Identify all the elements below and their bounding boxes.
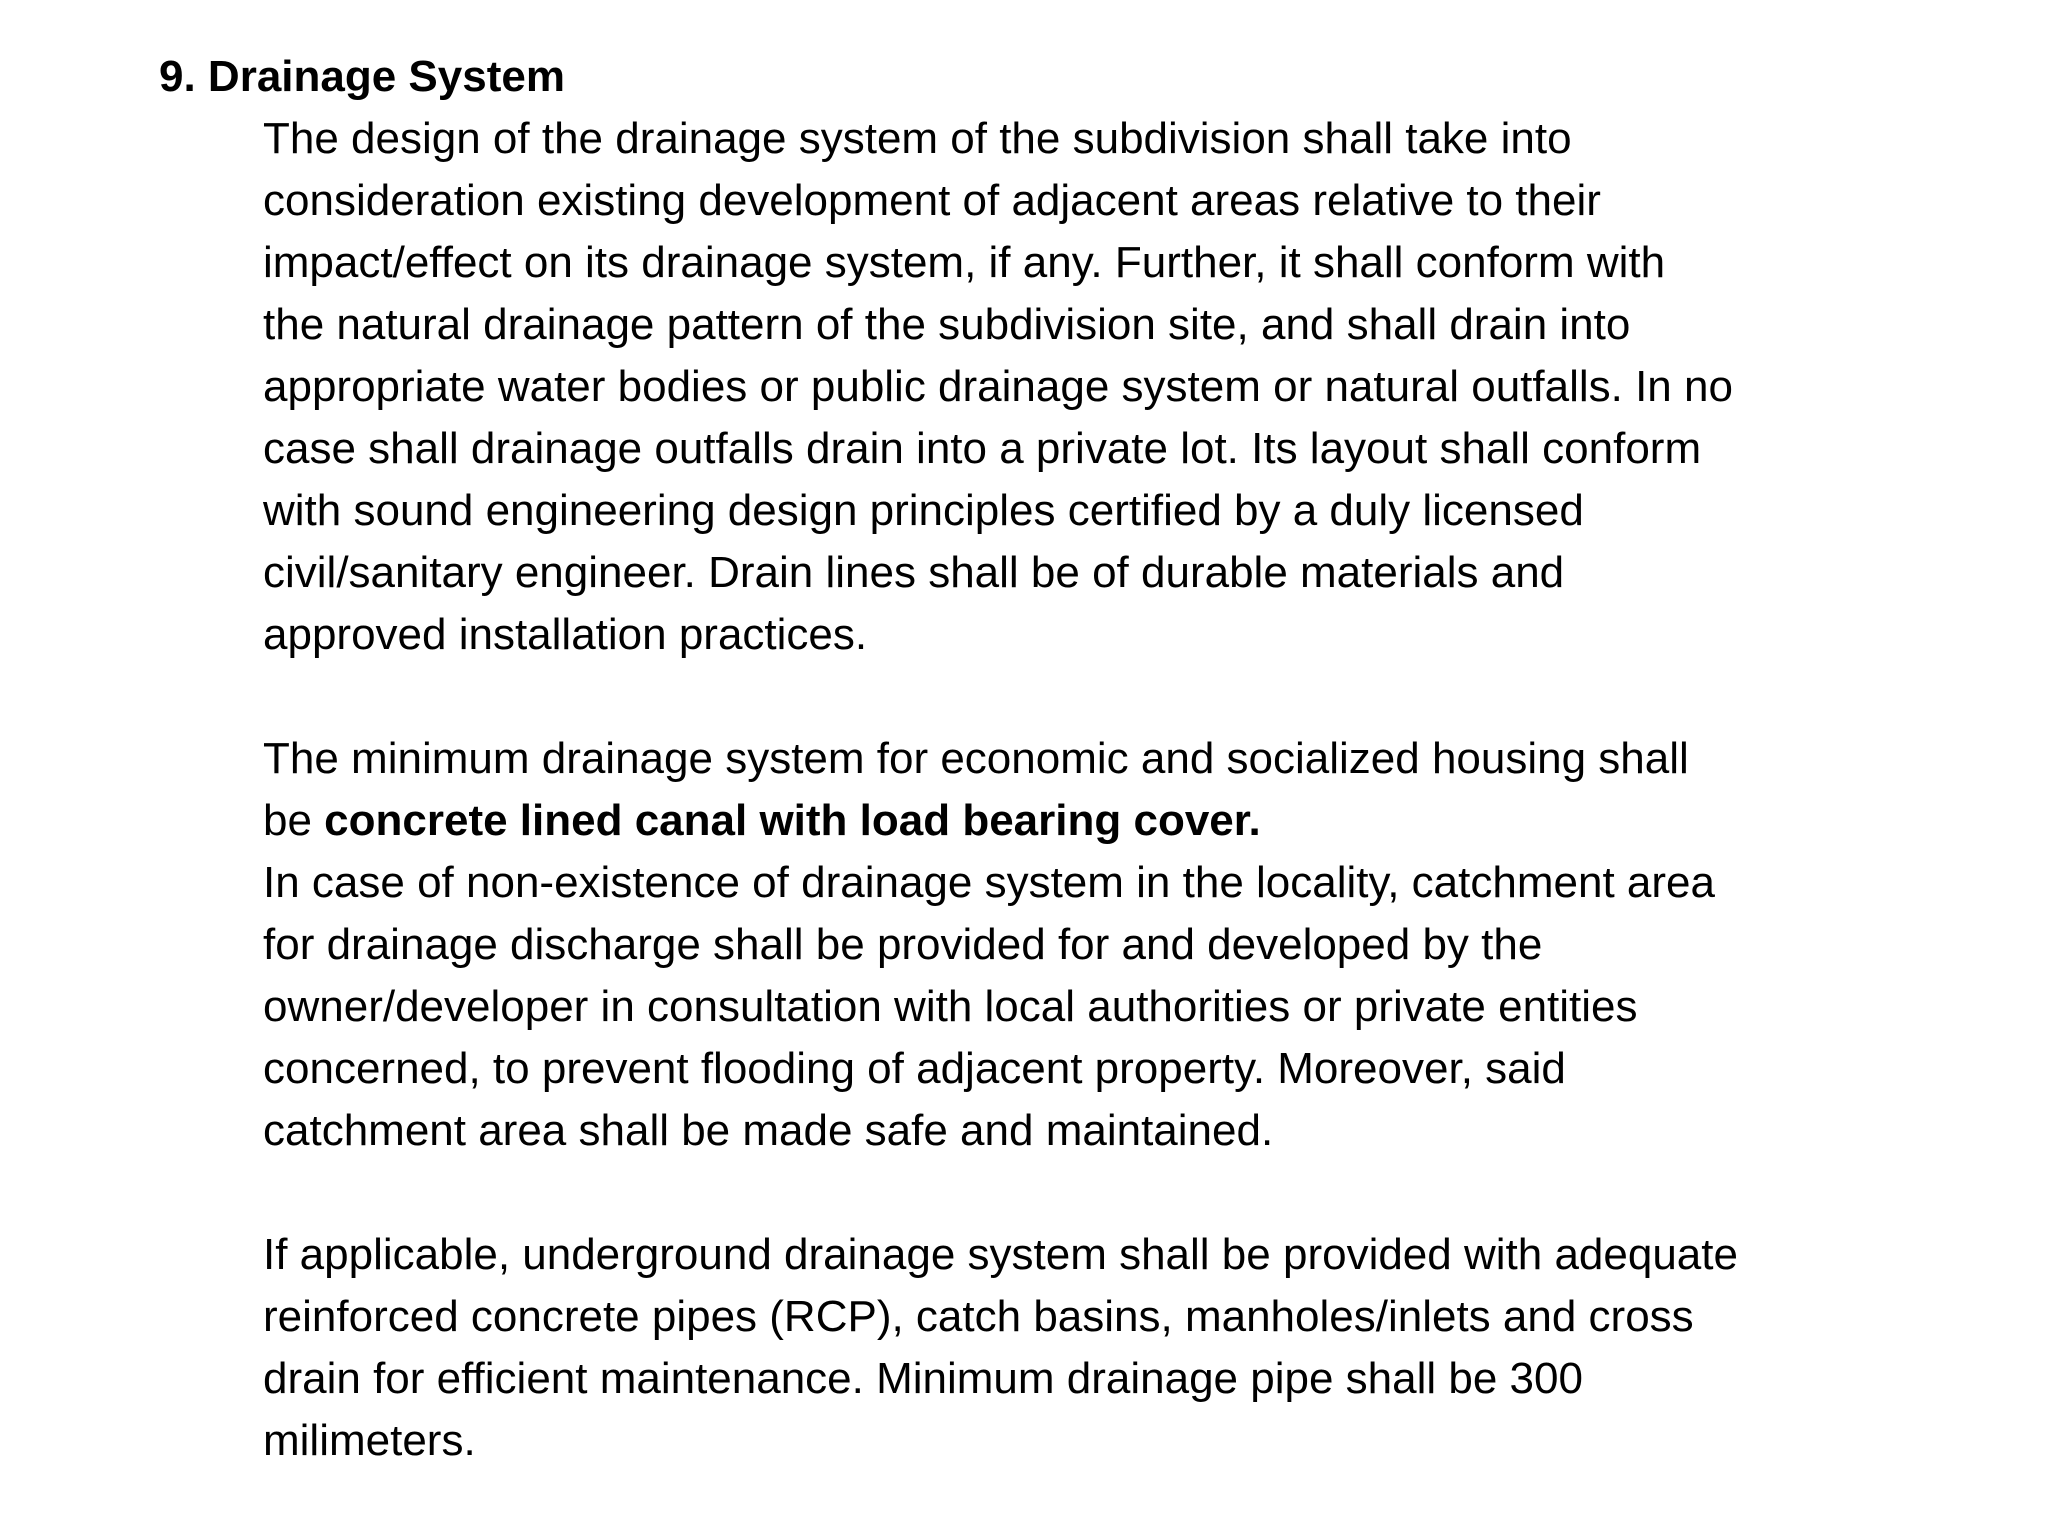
text-line: In case of non-existence of drainage system in the locality, catchment area — [263, 858, 1715, 907]
paragraph-minimum-drainage — [263, 728, 1903, 1162]
text-line: appropriate water bodies or public drainage system or natural outfalls. In no — [263, 362, 1733, 411]
text-line: The design of the drainage system of the subdivision shall take into — [263, 114, 1572, 163]
bold-requirement: concrete lined canal with load bearing cover. — [324, 796, 1261, 845]
text-line: If applicable, underground drainage system shall be provided with adequate — [263, 1230, 1738, 1279]
text-line: approved installation practices. — [263, 610, 868, 659]
text-line: reinforced concrete pipes (RCP), catch basins, manholes/inlets and cross — [263, 1292, 1694, 1341]
paragraph-design-requirements — [263, 108, 1903, 666]
text-line: impact/effect on its drainage system, if any. Further, it shall conform with — [263, 238, 1666, 287]
text-segment: be — [263, 796, 325, 845]
text-line: civil/sanitary engineer. Drain lines shall be of durable materials and — [263, 548, 1565, 597]
text-line: concerned, to prevent flooding of adjacent property. Moreover, said — [263, 1044, 1566, 1093]
text-line: for drainage discharge shall be provided for and developed by the — [263, 920, 1543, 969]
paragraph-underground-drainage — [263, 1224, 1903, 1472]
text-line: with sound engineering design principles certified by a duly licensed — [263, 486, 1584, 535]
text-line: consideration existing development of adjacent areas relative to their — [263, 176, 1601, 225]
text-line: drain for efficient maintenance. Minimum drainage pipe shall be 300 — [263, 1354, 1583, 1403]
text-line: The minimum drainage system for economic and socialized housing shall — [263, 734, 1689, 783]
section-heading: 9. Drainage System — [159, 52, 565, 101]
text-line: milimeters. — [263, 1416, 476, 1465]
text-line: owner/developer in consultation with local authorities or private entities — [263, 982, 1638, 1031]
text-line: case shall drainage outfalls drain into a private lot. Its layout shall conform — [263, 424, 1702, 473]
text-line-with-emphasis — [263, 790, 1903, 852]
text-line: catchment area shall be made safe and maintained. — [263, 1106, 1274, 1155]
text-line: the natural drainage pattern of the subdivision site, and shall drain into — [263, 300, 1631, 349]
